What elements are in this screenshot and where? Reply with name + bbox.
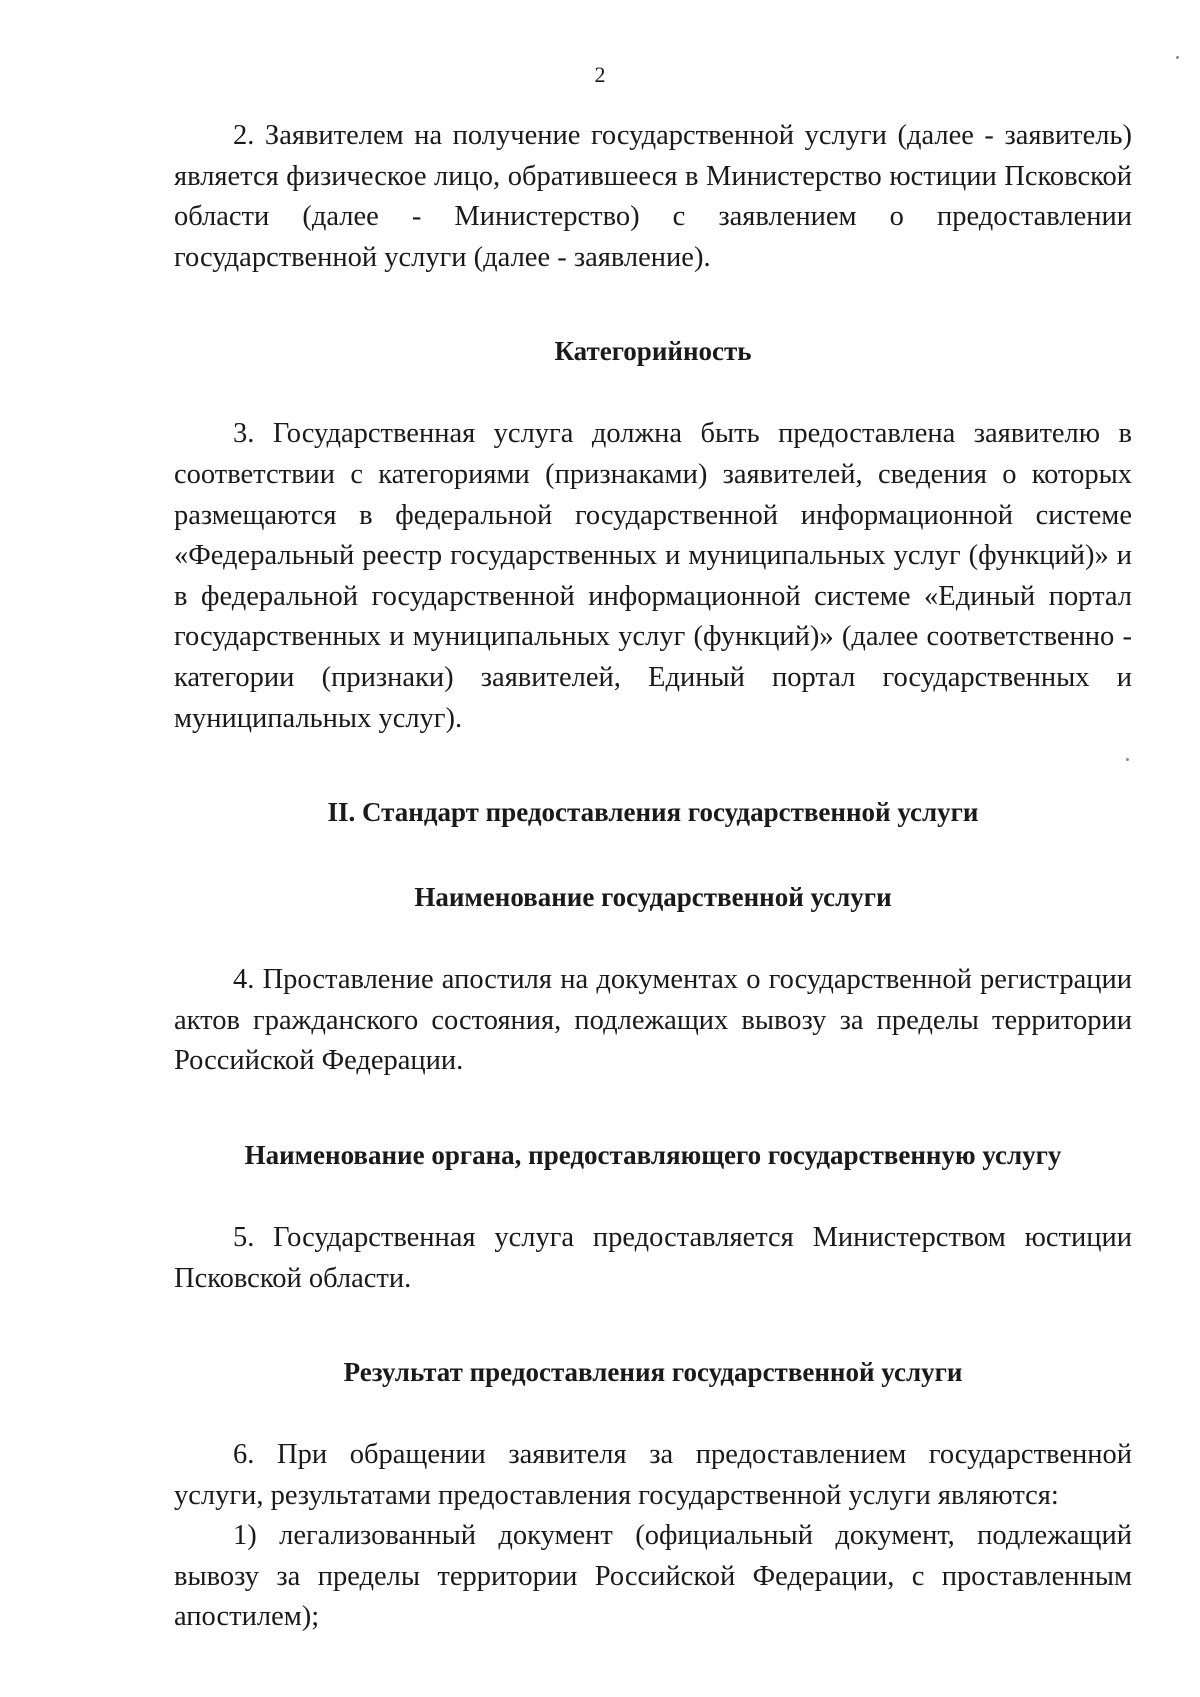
heading-service-name: Наименование государственной услуги xyxy=(414,882,892,913)
page-number: 2 xyxy=(594,62,606,87)
paragraph-5-providing-body: 5. Государственная услуга предоставляется Министерством юстиции Псковской области. xyxy=(174,1221,1132,1294)
paragraph-2-applicant: 2. Заявителем на получение государственной услуги (далее - заявитель) является физическое лицо, обратившееся в Министерство юстиции Псковской области (далее - Министерство) с заявлением о предоставлении государственной услуги (далее - заявление). xyxy=(174,120,1132,273)
heading-categories: Категорийность xyxy=(554,336,752,367)
heading-providing-body: Наименование органа, предоставляющего государственную услугу xyxy=(244,1139,1062,1170)
scan-speck xyxy=(1126,758,1129,761)
paragraph-6-item-1: 1) легализованный документ (официальный документ, подлежащий вывозу за пределы территории Российской Федерации, с проставленным апостилем); xyxy=(174,1520,1132,1633)
document-body xyxy=(174,116,1132,1638)
paragraph-3-categories: 3. Государственная услуга должна быть предоставлена заявителю в соответствии с категориями (признаками) заявителей, сведения о которых размещаются в федеральной государственной информационной системе «Федеральный реестр государственных и муниципальных услуг (функций)» и в федеральной государственной информационной системе «Единый портал государственных и муниципальных услуг (функций)» (далее соответственно - категории (признаки) заявителей, Единый портал государственных и муниципальных услуг). xyxy=(174,418,1132,734)
paragraph-6-results: 6. При обращении заявителя за предоставлением государственной услуги, результатами предоставления государственной услуги являются: xyxy=(174,1439,1132,1511)
heading-section-ii-standard: II. Стандарт предоставления государственной услуги xyxy=(327,797,979,828)
heading-service-result: Результат предоставления государственной услуги xyxy=(343,1357,963,1388)
paragraph-4-service-name: 4. Проставление апостиля на документах о государственной регистрации актов гражданского состояния, подлежащих вывозу за пределы территории Российской Федерации. xyxy=(174,964,1132,1077)
scan-speck xyxy=(1176,56,1179,59)
